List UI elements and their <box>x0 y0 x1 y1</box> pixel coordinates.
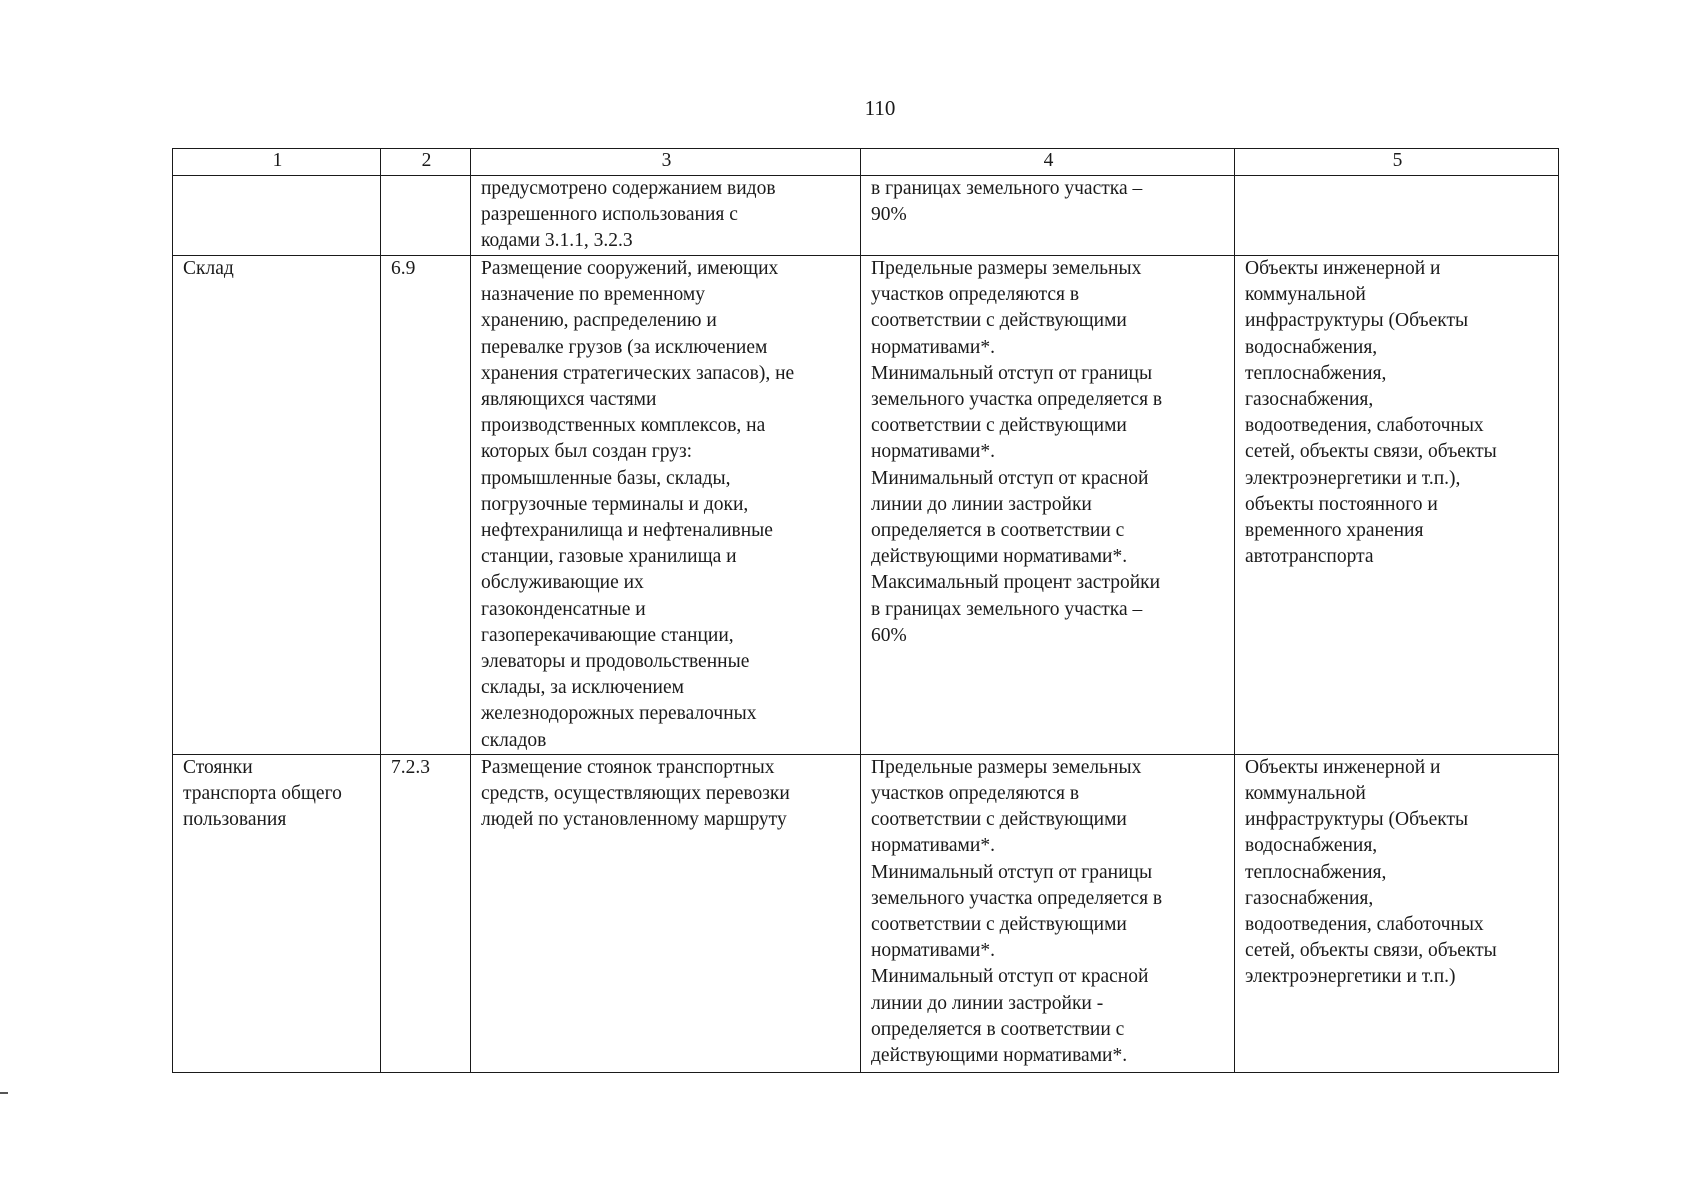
table-header-row <box>173 149 1559 176</box>
table-row <box>173 256 1559 755</box>
use-code-cell: 6.9 <box>381 256 471 755</box>
table-row <box>173 176 1559 256</box>
use-name-cell: Стоянки транспорта общего пользования <box>173 754 381 1072</box>
use-code-cell <box>381 176 471 256</box>
related-objects-cell <box>1235 176 1559 256</box>
table-row <box>173 754 1559 1072</box>
use-code-cell: 7.2.3 <box>381 754 471 1072</box>
related-objects-cell: Объекты инженерной и коммунальной инфраструктуры (Объекты водоснабжения, теплоснабжения, газоснабжения, водоотведения, слаботочных сетей, объекты связи, объекты электроэнергетики и т.п.) <box>1235 754 1559 1072</box>
page-number: 110 <box>864 96 896 120</box>
use-description-cell: Размещение стоянок транспортных средств, осуществляющих перевозки людей по установленному маршруту <box>471 754 861 1072</box>
parameters-cell: Предельные размеры земельных участков определяются в соответствии с действующими нормативами*. Минимальный отступ от границы земельного участка определяется в соответствии с действующими нормативами*. Минимальный отступ от красной линии до линии застройки - определяется в соответствии с действующими нормативами*. <box>861 754 1235 1072</box>
column-header-5: 5 <box>1235 149 1559 176</box>
related-objects-cell: Объекты инженерной и коммунальной инфраструктуры (Объекты водоснабжения, теплоснабжения, газоснабжения, водоотведения, слаботочных сетей, объекты связи, объекты электроэнергетики и т.п.), объекты постоянного и временного хранения автотранспорта <box>1235 256 1559 755</box>
use-name-cell: Склад <box>173 256 381 755</box>
column-header-1: 1 <box>173 149 381 176</box>
land-use-table <box>172 148 1559 1073</box>
use-name-cell <box>173 176 381 256</box>
scan-margin-mark <box>0 1092 8 1094</box>
use-description-cell: Размещение сооружений, имеющих назначение по временному хранению, распределению и перевалке грузов (за исключением хранения стратегических запасов), не являющихся частями производственных комплексов, на которых был создан груз: промышленные базы, склады, погрузочные терминалы и доки, нефтехранилища и нефтеналивные станции, газовые хранилища и обслуживающие их газоконденсатные и газоперекачивающие станции, элеваторы и продовольственные склады, за исключением железнодорожных перевалочных складов <box>471 256 861 755</box>
parameters-cell: в границах земельного участка – 90% <box>861 176 1235 256</box>
column-header-3: 3 <box>471 149 861 176</box>
column-header-2: 2 <box>381 149 471 176</box>
use-description-cell: предусмотрено содержанием видов разрешенного использования с кодами 3.1.1, 3.2.3 <box>471 176 861 256</box>
column-header-4: 4 <box>861 149 1235 176</box>
parameters-cell: Предельные размеры земельных участков определяются в соответствии с действующими нормативами*. Минимальный отступ от границы земельного участка определяется в соответствии с действующими нормативами*. Минимальный отступ от красной линии до линии застройки определяется в соответствии с действующими нормативами*. Максимальный процент застройки в границах земельного участка – 60% <box>861 256 1235 755</box>
